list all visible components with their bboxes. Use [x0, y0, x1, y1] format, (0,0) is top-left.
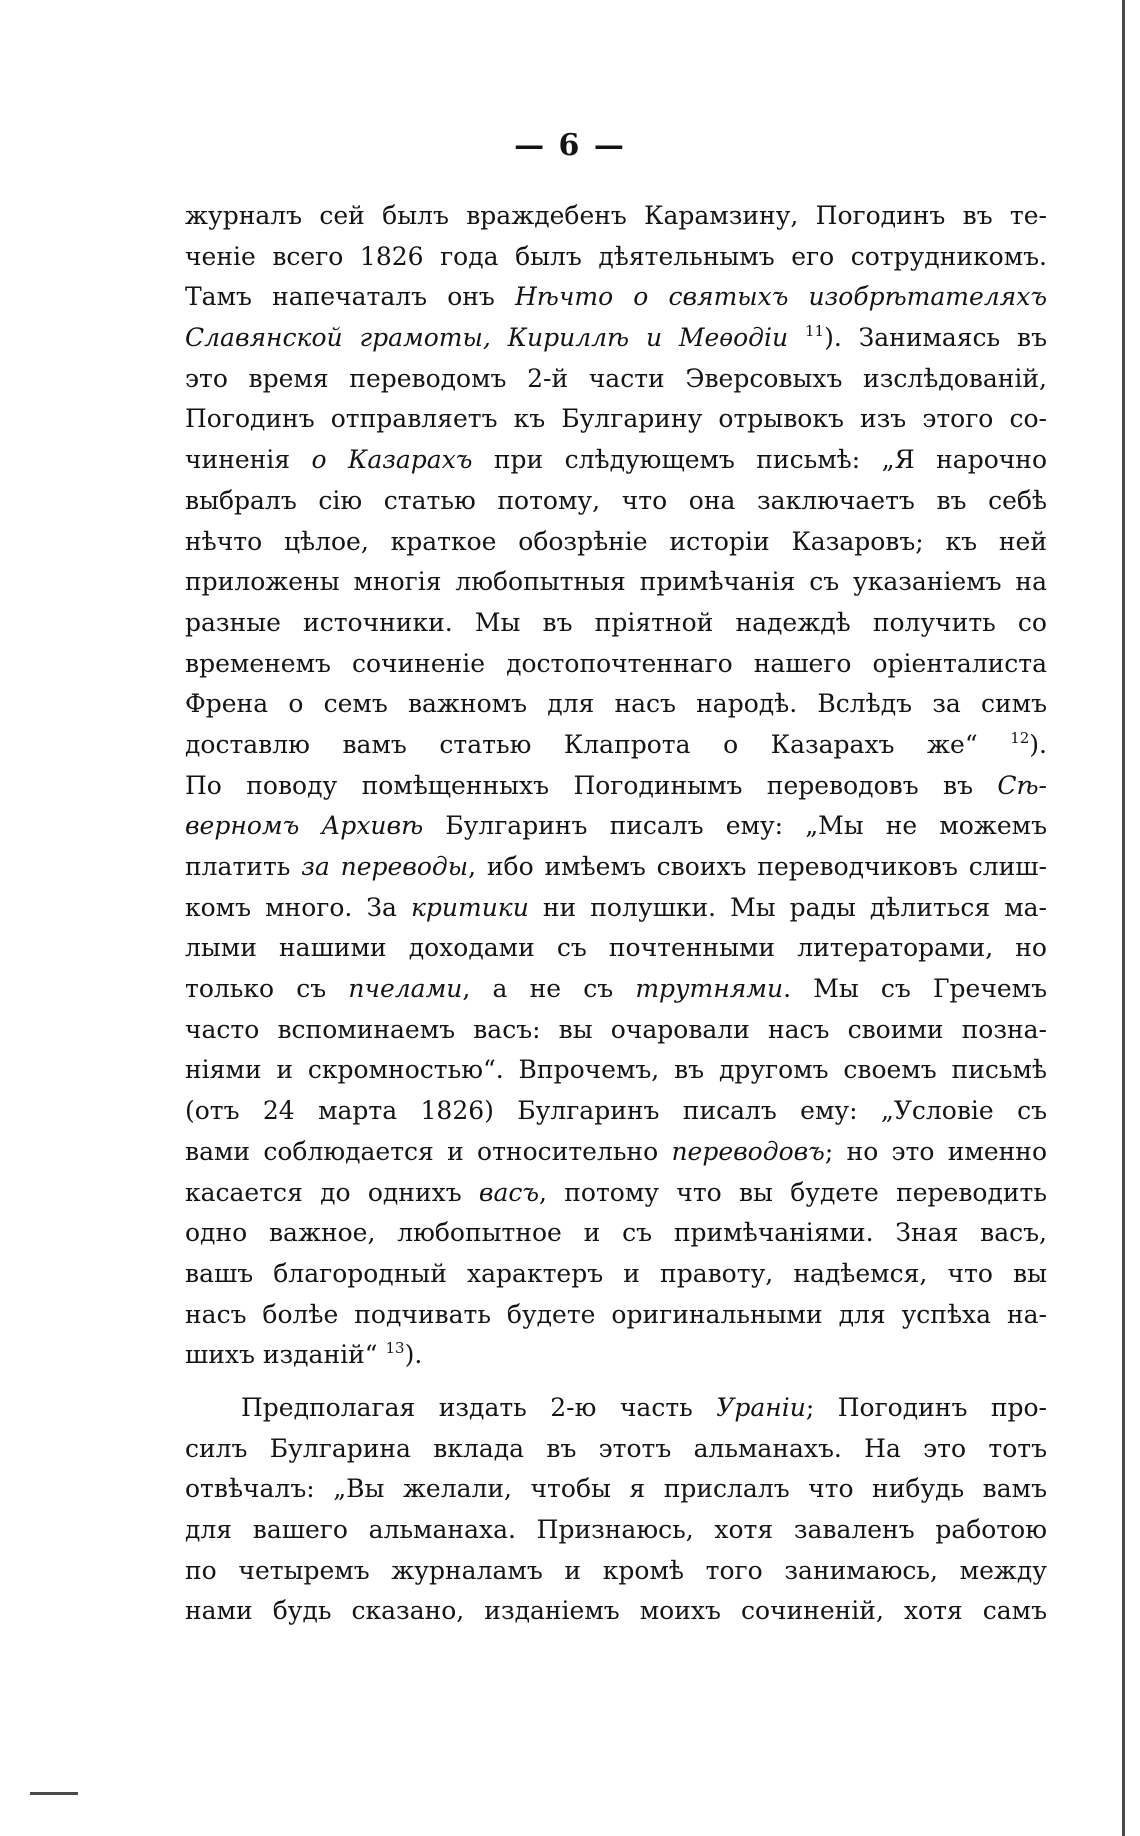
text-span: ; но это именно	[824, 1136, 1047, 1166]
text-line: нѣчто цѣлое, краткое обозрѣніе исторіи Казаровъ; къ ней	[185, 526, 1047, 556]
text-line: выбралъ сію статью потому, что она заключаетъ въ себѣ	[185, 485, 1047, 515]
italic-phrase: критики	[410, 892, 529, 922]
italic-phrase: за переводы	[301, 852, 469, 881]
text-line	[185, 277, 1047, 318]
text-span: касается до однихъ	[185, 1177, 479, 1207]
text-line	[185, 806, 1047, 847]
text-span: ; Погодинъ про-	[805, 1392, 1047, 1422]
text-span: доставлю вамъ статью Клапрота о Казарахъ же“	[185, 729, 1011, 759]
text-span: комъ много. За	[185, 892, 411, 922]
text-line: для вашего альманаха. Признаюсь, хотя заваленъ работою	[185, 1515, 1047, 1544]
text-line: ченіе всего 1826 года былъ дѣятельнымъ его сотрудникомъ.	[185, 241, 1047, 271]
text-line	[185, 1132, 1047, 1173]
text-line	[185, 847, 1047, 888]
text-line: одно важное, любопытное и съ примѣчаніями. Зная васъ,	[185, 1218, 1047, 1248]
text-line: насъ болѣе подчивать будете оригинальными для успѣха на-	[185, 1299, 1047, 1329]
italic-title: Сѣ-	[997, 770, 1047, 800]
text-line	[185, 888, 1047, 929]
text-line: по четыремъ журналамъ и кромѣ того занимаюсь, между	[185, 1555, 1047, 1585]
text-line: ніями и скромностью“. Впрочемъ, въ другомъ своемъ письмѣ	[185, 1055, 1047, 1085]
text-line: это время переводомъ 2-й части Эверсовыхъ изслѣдованій,	[185, 363, 1047, 393]
text-span: , потому что вы будете переводить	[539, 1177, 1047, 1207]
text-span: , а не съ	[462, 974, 636, 1004]
text-span: По поводу помѣщенныхъ Погодинымъ переводовъ въ	[185, 770, 998, 800]
italic-phrase: переводовъ	[671, 1136, 825, 1166]
text-line	[185, 725, 1047, 766]
text-line	[185, 1388, 1047, 1429]
text-line: Френа о семъ важномъ для насъ народѣ. Вслѣдъ за симъ	[185, 689, 1047, 719]
text-span: Тамъ напечаталъ онъ	[185, 282, 515, 312]
text-line: силъ Булгарина вклада въ этотъ альманахъ. На это тотъ	[185, 1433, 1047, 1463]
text-span: Предполагая издать 2-ю часть	[241, 1392, 717, 1422]
text-line: Погодинъ отправляетъ къ Булгарину отрывокъ изъ этого со-	[185, 404, 1047, 434]
page-edge-rule	[1122, 0, 1125, 1836]
italic-phrase: васъ	[478, 1177, 540, 1207]
text-line	[185, 969, 1047, 1010]
text-line: разные источники. Мы въ пріятной надеждѣ получить со	[185, 607, 1047, 637]
text-line: (отъ 24 марта 1826) Булгаринъ писалъ ему: „Условіе съ	[185, 1096, 1047, 1126]
text-line: нами будь сказано, изданіемъ моихъ сочиненій, хотя самъ	[185, 1596, 1047, 1626]
text-span: ).	[1029, 729, 1047, 759]
text-line: лыми нашими доходами съ почтенными литераторами, но	[185, 933, 1047, 963]
text-span: Булгаринъ писалъ ему: „Мы не можемъ	[423, 811, 1047, 841]
footnote-ref: 12	[1010, 728, 1030, 747]
page-text	[185, 196, 1047, 1632]
italic-phrase: пчелами	[348, 974, 463, 1004]
italic-title: Ураніи	[716, 1392, 806, 1422]
text-line: вашъ благородный характеръ и правоту, надѣемся, что вы	[185, 1258, 1047, 1288]
page-number: — 6 —	[514, 128, 626, 163]
text-span: платить	[185, 852, 302, 881]
italic-title: верномъ Архивѣ	[185, 811, 424, 841]
paragraph-1	[185, 196, 1047, 1376]
italic-title: о Казарахъ	[311, 445, 473, 475]
text-span: ).	[404, 1340, 423, 1370]
paragraph-2	[185, 1388, 1047, 1632]
text-line: временемъ сочиненіе достопочтеннаго нашего оріенталиста	[185, 648, 1047, 678]
text-line	[185, 318, 1047, 359]
text-line: часто вспоминаемъ васъ: вы очаровали насъ своими позна-	[185, 1014, 1047, 1044]
text-line	[185, 1335, 1047, 1376]
text-span: вами соблюдается и относительно	[185, 1136, 672, 1166]
text-span: при слѣдующемъ письмѣ: „Я нарочно	[472, 445, 1047, 475]
text-line	[185, 1173, 1047, 1214]
footnote-ref: 11	[804, 322, 825, 341]
text-span: ни полушки. Мы рады дѣлиться ма-	[528, 892, 1047, 922]
text-line: журналъ сей былъ враждебенъ Карамзину, Погодинъ въ те-	[185, 201, 1047, 230]
italic-phrase: трутнями	[635, 974, 784, 1004]
text-span: ). Занимаясь въ	[824, 323, 1047, 353]
text-span: . Мы съ Гречемъ	[783, 974, 1047, 1004]
italic-title: Нѣчто о святыхъ изобрѣтателяхъ	[514, 282, 1047, 312]
paragraph-gap	[185, 1376, 1047, 1388]
text-line: приложены многія любопытныя примѣчанія съ указаніемъ на	[185, 567, 1047, 597]
text-span: только съ	[185, 974, 349, 1004]
text-span: шихъ изданій“	[185, 1340, 386, 1370]
footnote-ref: 13	[385, 1339, 405, 1358]
footnote-separator-rule	[30, 1792, 78, 1795]
text-line: отвѣчалъ: „Вы желали, чтобы я прислалъ что нибудь вамъ	[185, 1474, 1047, 1504]
text-span: , ибо имѣемъ своихъ переводчиковъ слиш-	[468, 852, 1047, 881]
italic-title: Славянской грамоты, Кириллѣ и Меѳодіи	[185, 323, 789, 353]
text-line	[185, 440, 1047, 481]
text-line	[185, 766, 1047, 807]
text-span: чиненія	[185, 445, 312, 475]
